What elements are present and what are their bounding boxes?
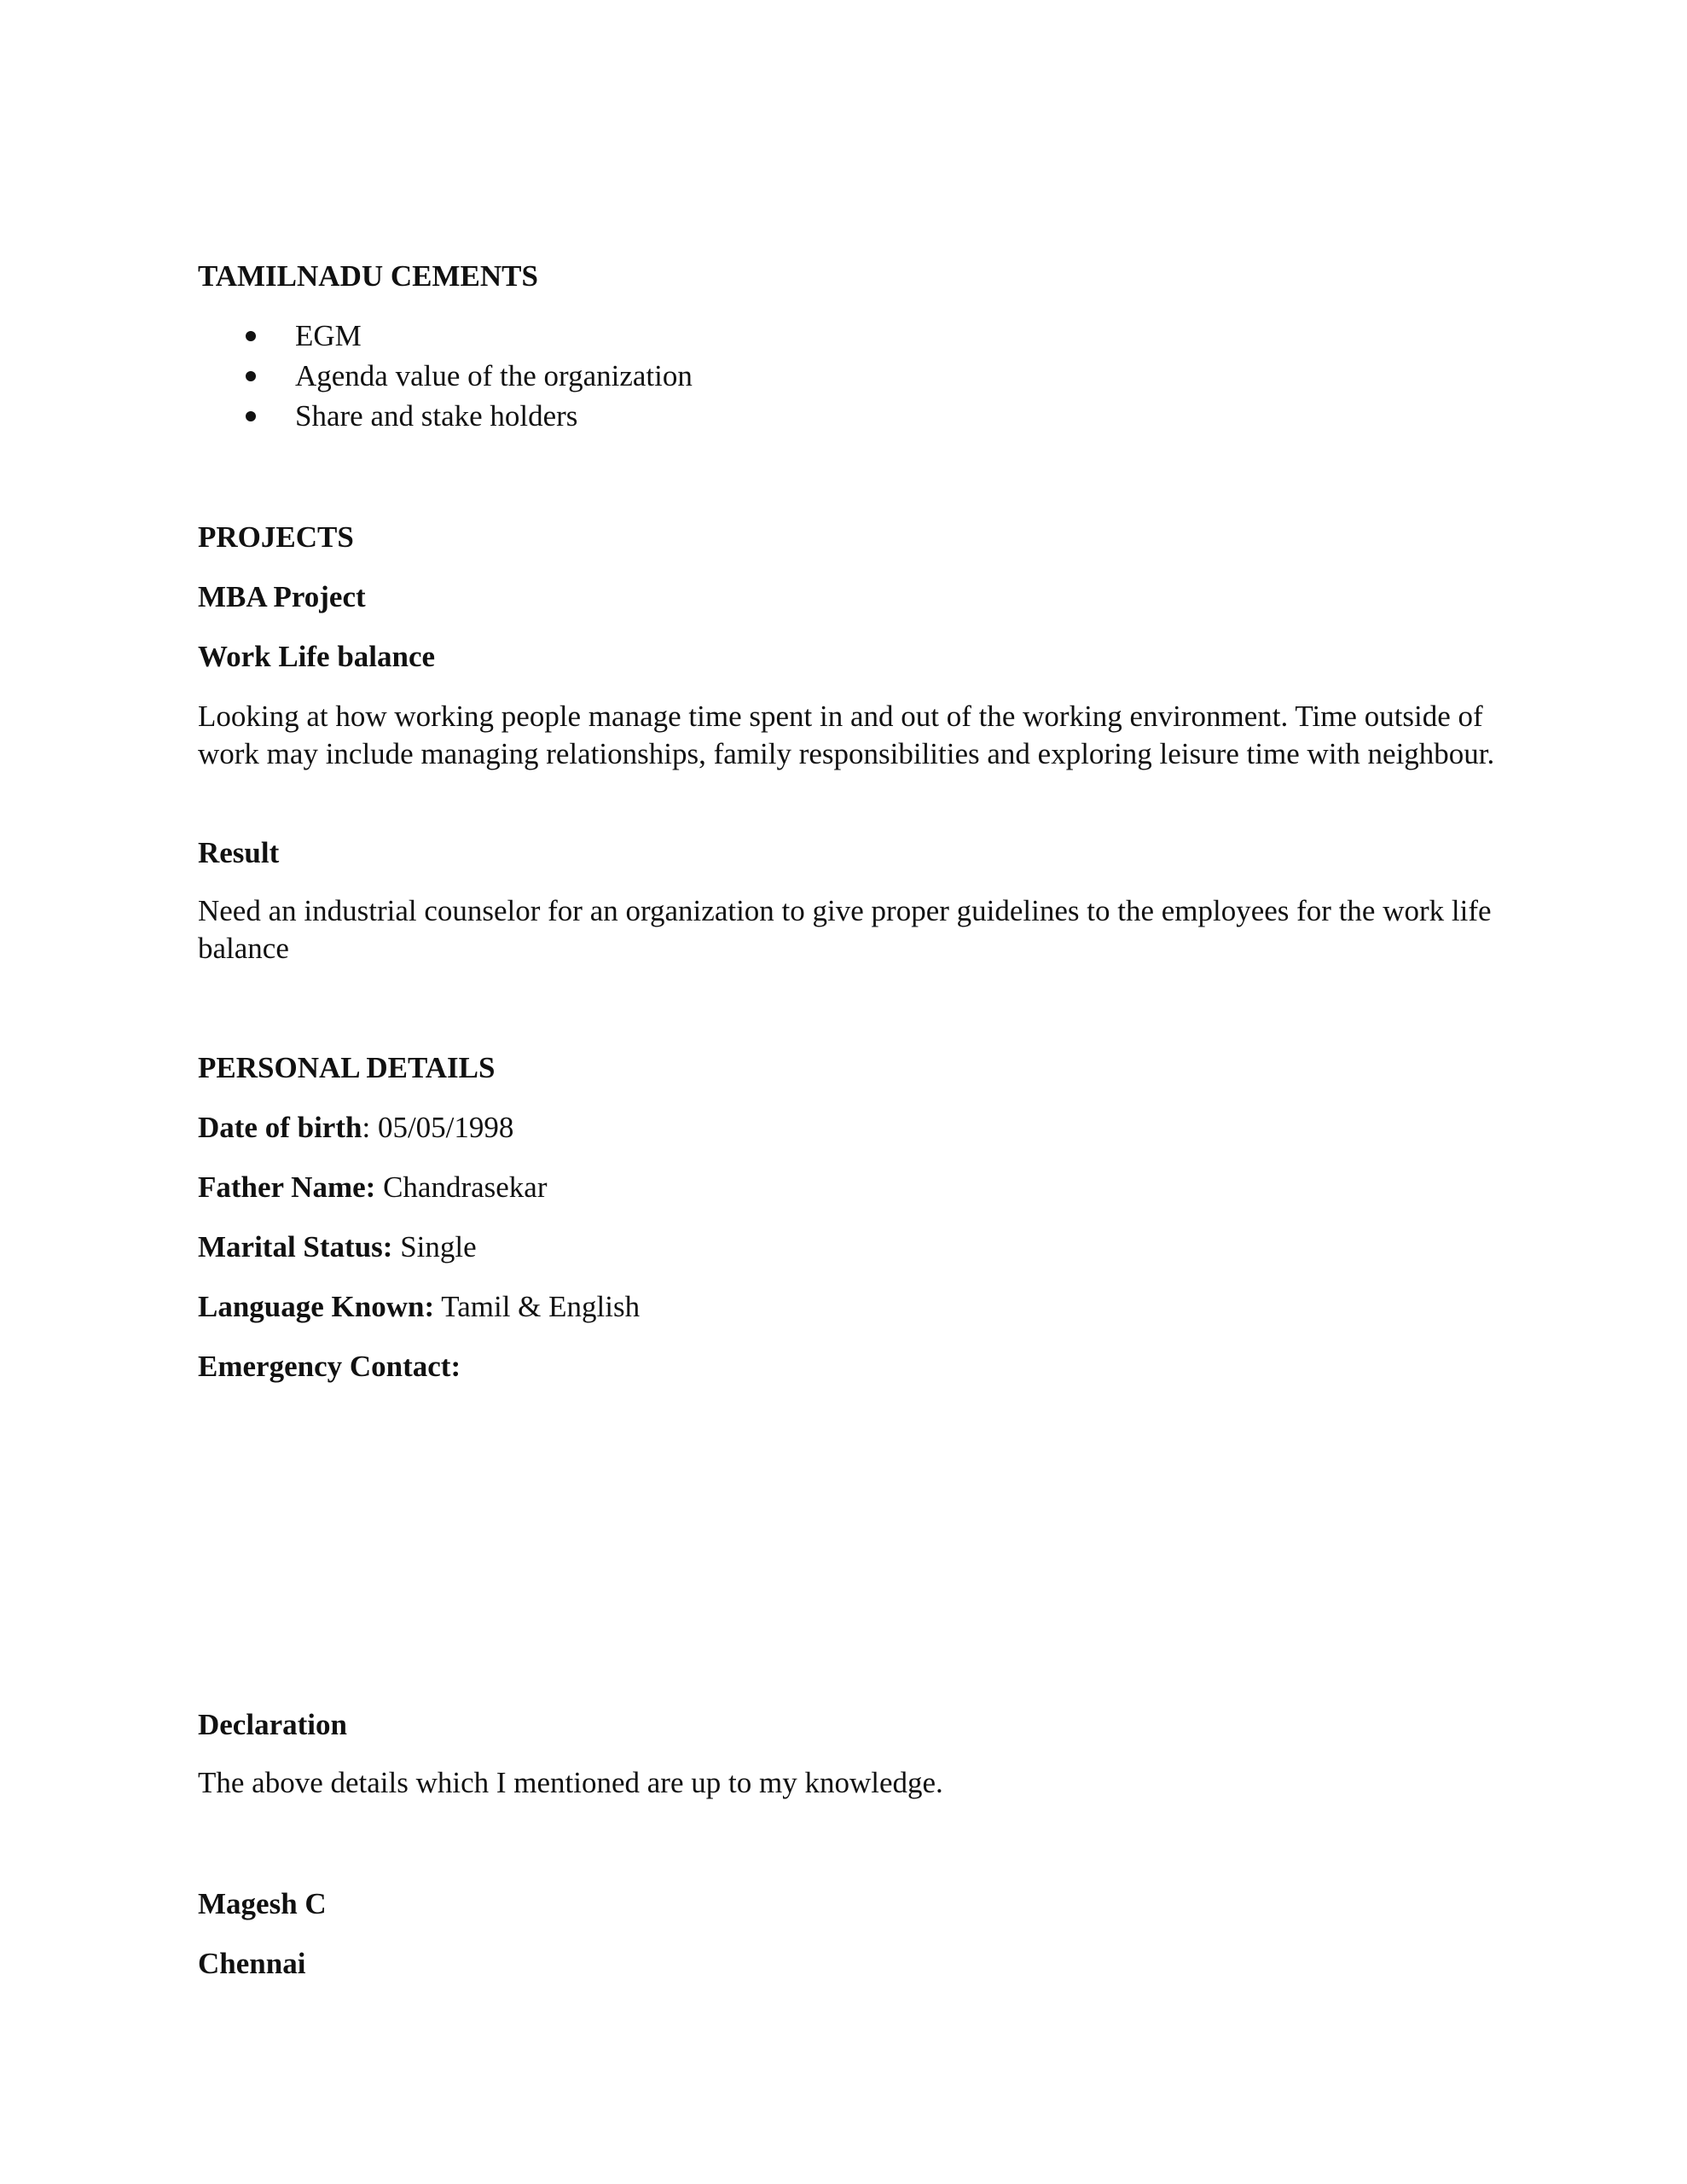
declaration-text: The above details which I mentioned are up to my knowledge. (198, 1766, 943, 1799)
projects-heading: PROJECTS (198, 520, 354, 554)
bullet-icon (246, 411, 256, 421)
result-heading: Result (198, 836, 280, 869)
marital-status-row (198, 1228, 477, 1266)
dob-label: Date of birth (198, 1111, 362, 1144)
marital-status-value: Single (392, 1230, 477, 1263)
language-row (198, 1288, 640, 1326)
marital-status-label: Marital Status: (198, 1230, 393, 1263)
signature-place: Chennai (198, 1947, 306, 1980)
bullet-icon (246, 371, 256, 381)
father-name-value: Chandrasekar (375, 1170, 548, 1204)
signature-name: Magesh C (198, 1887, 327, 1920)
project-description: Looking at how working people manage time spent in and out of the working environment. Time outside of work may include managing relationships, family responsibilities and exploring leisure time with neighbour. (198, 700, 1495, 770)
project-title: Work Life balance (198, 640, 436, 673)
list-item: EGM (198, 317, 693, 357)
bullet-icon (246, 331, 256, 341)
father-name-label: Father Name: (198, 1170, 376, 1204)
language-value: Tamil & English (434, 1290, 641, 1323)
language-label: Language Known: (198, 1290, 435, 1323)
dob-value: : 05/05/1998 (362, 1111, 514, 1144)
emergency-contact-label: Emergency Contact: (198, 1350, 461, 1383)
list-item: Share and stake holders (198, 398, 693, 438)
company-heading: TAMILNADU CEMENTS (198, 259, 538, 293)
project-name: MBA Project (198, 580, 366, 613)
declaration-heading: Declaration (198, 1708, 347, 1741)
result-text: Need an industrial counselor for an organization to give proper guidelines to the employees for the work life balance (198, 894, 1492, 965)
list-item: Agenda value of the organization (198, 357, 693, 398)
father-name-row (198, 1169, 547, 1206)
dob-row (198, 1109, 513, 1147)
personal-details-heading: PERSONAL DETAILS (198, 1051, 496, 1084)
company-bullet-list (198, 317, 693, 438)
